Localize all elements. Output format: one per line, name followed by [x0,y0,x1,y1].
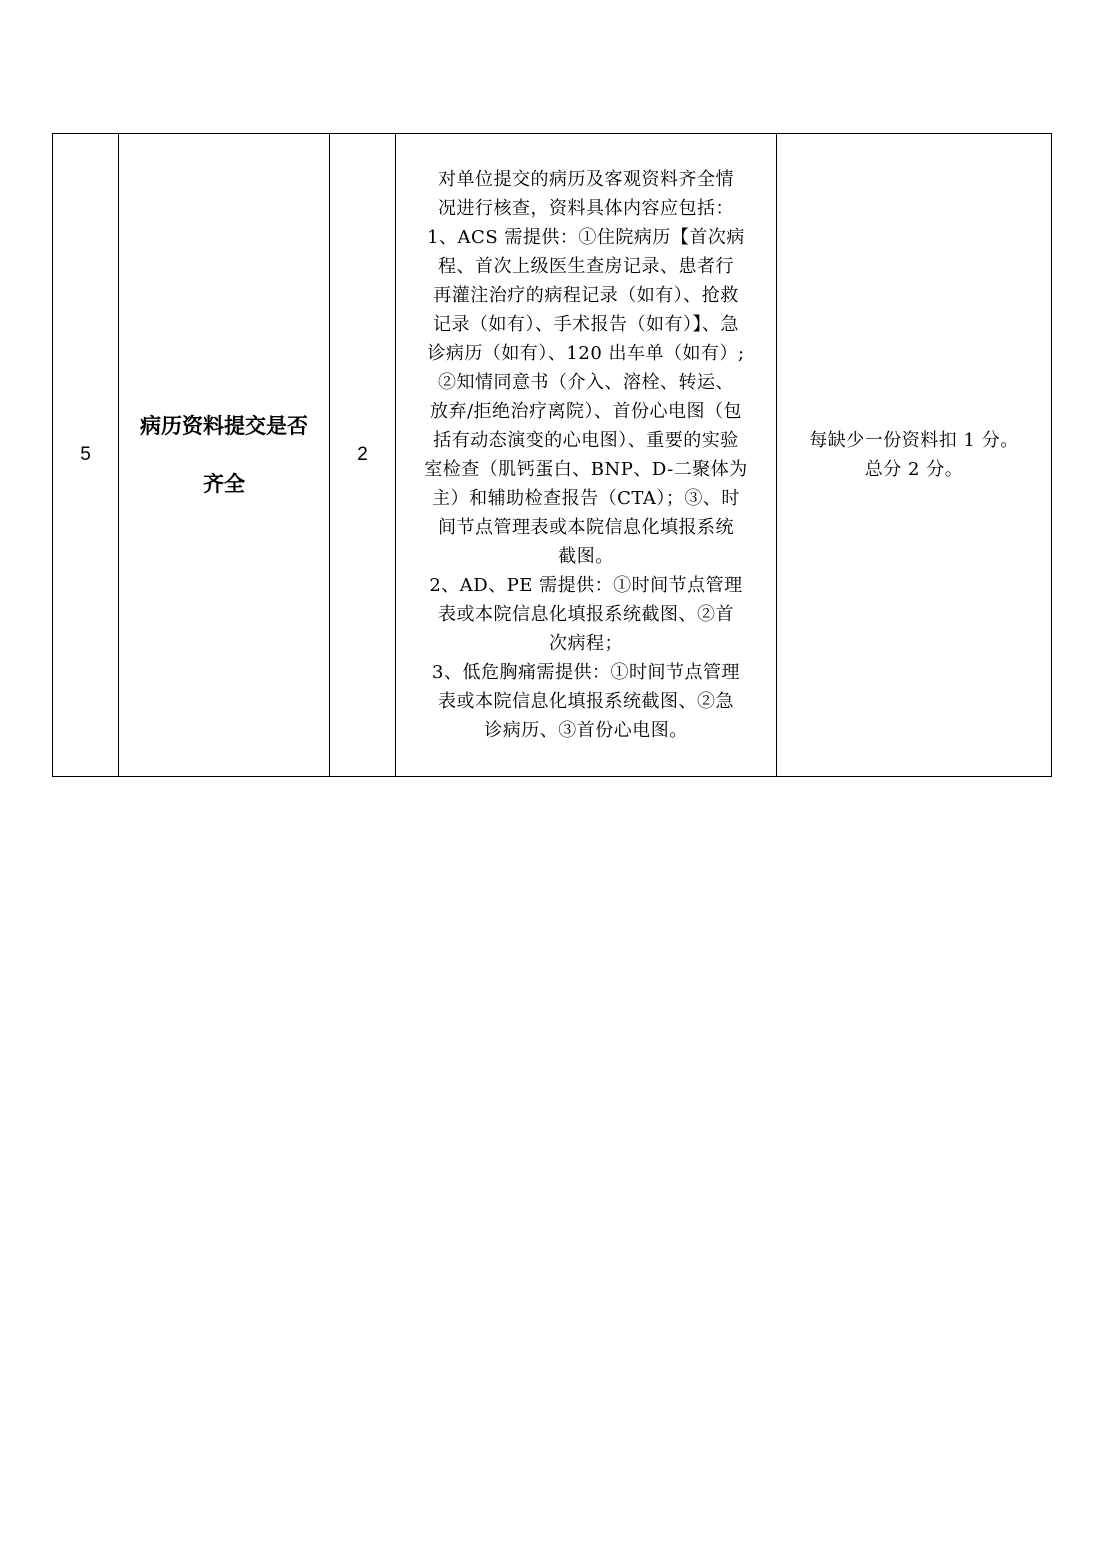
table-row [53,134,1052,777]
description-line: 次病程； [549,633,623,654]
description-line: 1、ACS 需提供：①住院病历【首次病 [427,227,745,248]
scoring-rule-line-1: 每缺少一份资料扣 1 分。 [809,430,1019,451]
scoring-table [52,133,1052,777]
description-line: 3、低危胸痛需提供：①时间节点管理 [432,662,740,683]
description-line: 表或本院信息化填报系统截图、②首 [438,604,734,625]
description-line: 诊病历（如有）、120 出车单（如有）; [427,343,745,364]
scoring-rule-text [777,426,1051,484]
scoring-rule-line-2: 总分 2 分。 [864,459,964,480]
description-line: 放弃/拒绝治疗离院）、首份心电图（包 [429,401,743,422]
description-line: 2、AD、PE 需提供：①时间节点管理 [429,575,743,596]
description-line: 记录（如有）、手术报告（如有）】、急 [433,314,739,335]
description-line: 程、首次上级医生查房记录、患者行 [438,256,734,277]
item-cell [119,134,330,777]
description-text [396,137,776,773]
row-number: 5 [80,444,91,465]
row-number-cell [53,134,119,777]
item-title-line-2: 齐全 [203,472,245,496]
description-line: 截图。 [558,546,614,567]
description-line: 况进行核查，资料具体内容应包括： [438,198,734,219]
description-line: ②知情同意书（介入、溶栓、转运、 [438,372,734,393]
item-title-line-1: 病历资料提交是否 [140,414,308,438]
description-cell [396,134,777,777]
description-line: 括有动态演变的心电图）、重要的实验 [433,430,739,451]
description-line: 室检查（肌钙蛋白、BNP、D-二聚体为 [424,459,748,480]
score-value: 2 [357,444,368,465]
description-line: 表或本院信息化填报系统截图、②急 [438,691,734,712]
score-cell [330,134,396,777]
description-line: 再灌注治疗的病程记录（如有）、抢救 [433,285,739,306]
scoring-rule-cell [777,134,1052,777]
description-line: 主）和辅助检查报告（CTA）；③、时 [432,488,740,509]
description-line: 对单位提交的病历及客观资料齐全情 [438,169,734,190]
item-title [119,397,329,513]
description-line: 诊病历、③首份心电图。 [484,720,688,741]
description-line: 间节点管理表或本院信息化填报系统 [438,517,734,538]
